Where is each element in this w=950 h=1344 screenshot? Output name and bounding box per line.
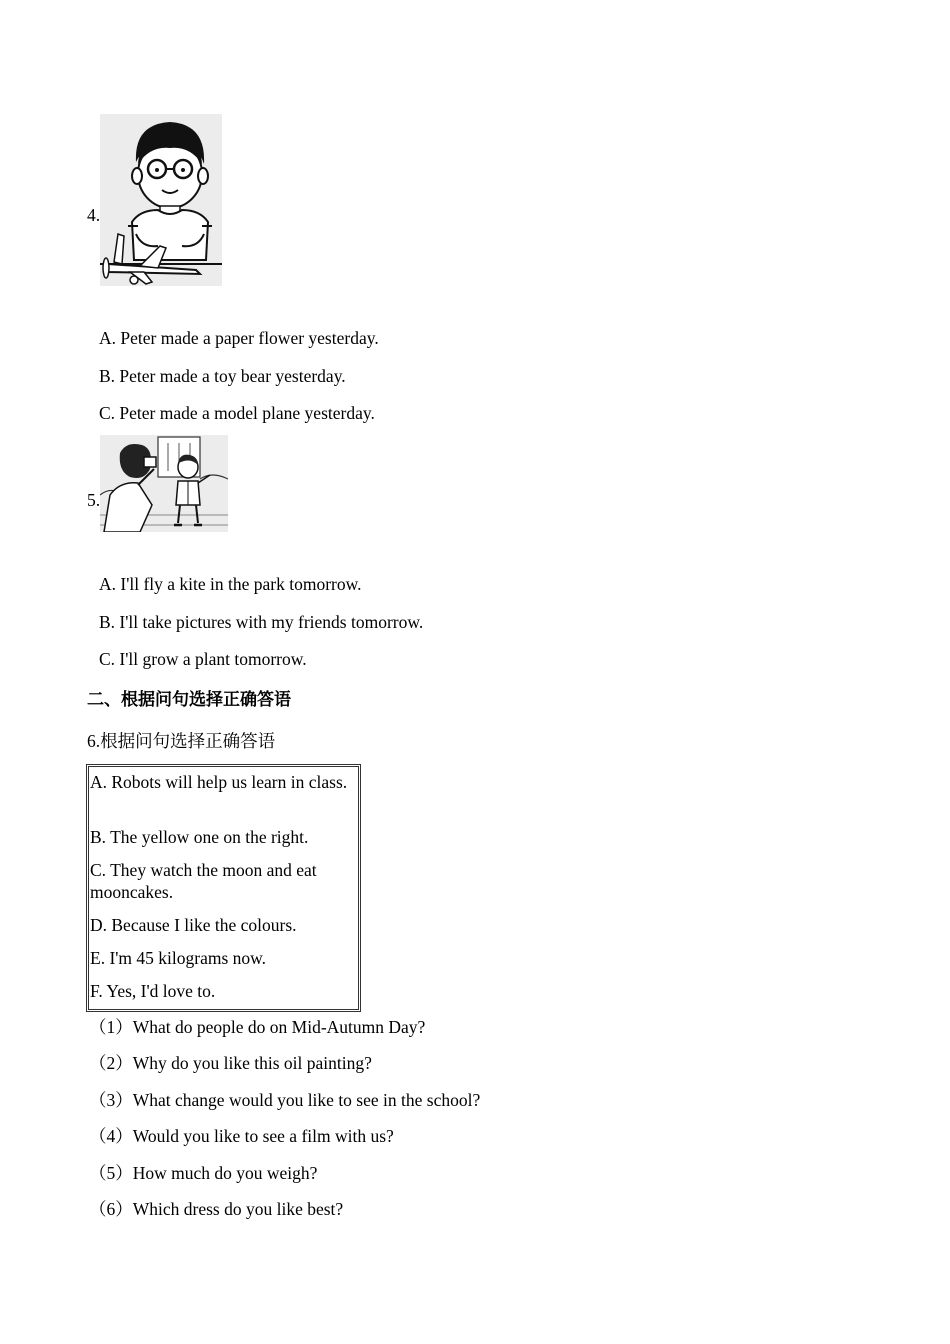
- answer-option-a: A. Robots will help us learn in class.: [90, 772, 348, 792]
- question-4-option-b[interactable]: B. Peter made a toy bear yesterday.: [99, 366, 346, 386]
- question-5-option-b[interactable]: B. I'll take pictures with my friends tomorrow.: [99, 612, 424, 632]
- matching-question-6: （6）Which dress do you like best?: [89, 1199, 344, 1219]
- question-4-option-c[interactable]: C. Peter made a model plane yesterday.: [99, 403, 375, 423]
- question-4-number: 4.: [87, 205, 101, 225]
- question-5-illustration: [100, 435, 228, 532]
- question-5-option-a[interactable]: A. I'll fly a kite in the park tomorrow.: [99, 574, 362, 594]
- taking-pictures-image: [100, 435, 228, 532]
- question-4-option-a[interactable]: A. Peter made a paper flower yesterday.: [99, 328, 379, 348]
- answer-option-b: B. The yellow one on the right.: [90, 827, 309, 847]
- answer-option-e: E. I'm 45 kilograms now.: [90, 948, 267, 968]
- answer-options-box: [86, 764, 361, 1012]
- question-6-title: 6.根据问句选择正确答语: [87, 731, 276, 751]
- section-2-heading: 二、根据问句选择正确答语: [87, 690, 291, 710]
- matching-question-3: （3）What change would you like to see in the school?: [89, 1090, 481, 1110]
- answer-option-c: C. They watch the moon and eat mooncakes.: [90, 860, 317, 902]
- matching-question-5: （5）How much do you weigh?: [89, 1163, 318, 1183]
- question-5-option-c[interactable]: C. I'll grow a plant tomorrow.: [99, 649, 307, 669]
- matching-question-1: （1）What do people do on Mid-Autumn Day?: [89, 1017, 426, 1037]
- answer-option-d: D. Because I like the colours.: [90, 915, 297, 935]
- question-4-illustration: [100, 114, 222, 286]
- question-5-number: 5.: [87, 490, 101, 510]
- matching-question-2: （2）Why do you like this oil painting?: [89, 1053, 372, 1073]
- answer-option-f: F. Yes, I'd love to.: [90, 981, 216, 1001]
- matching-question-4: （4）Would you like to see a film with us?: [89, 1126, 394, 1146]
- boy-model-plane-image: [100, 114, 222, 286]
